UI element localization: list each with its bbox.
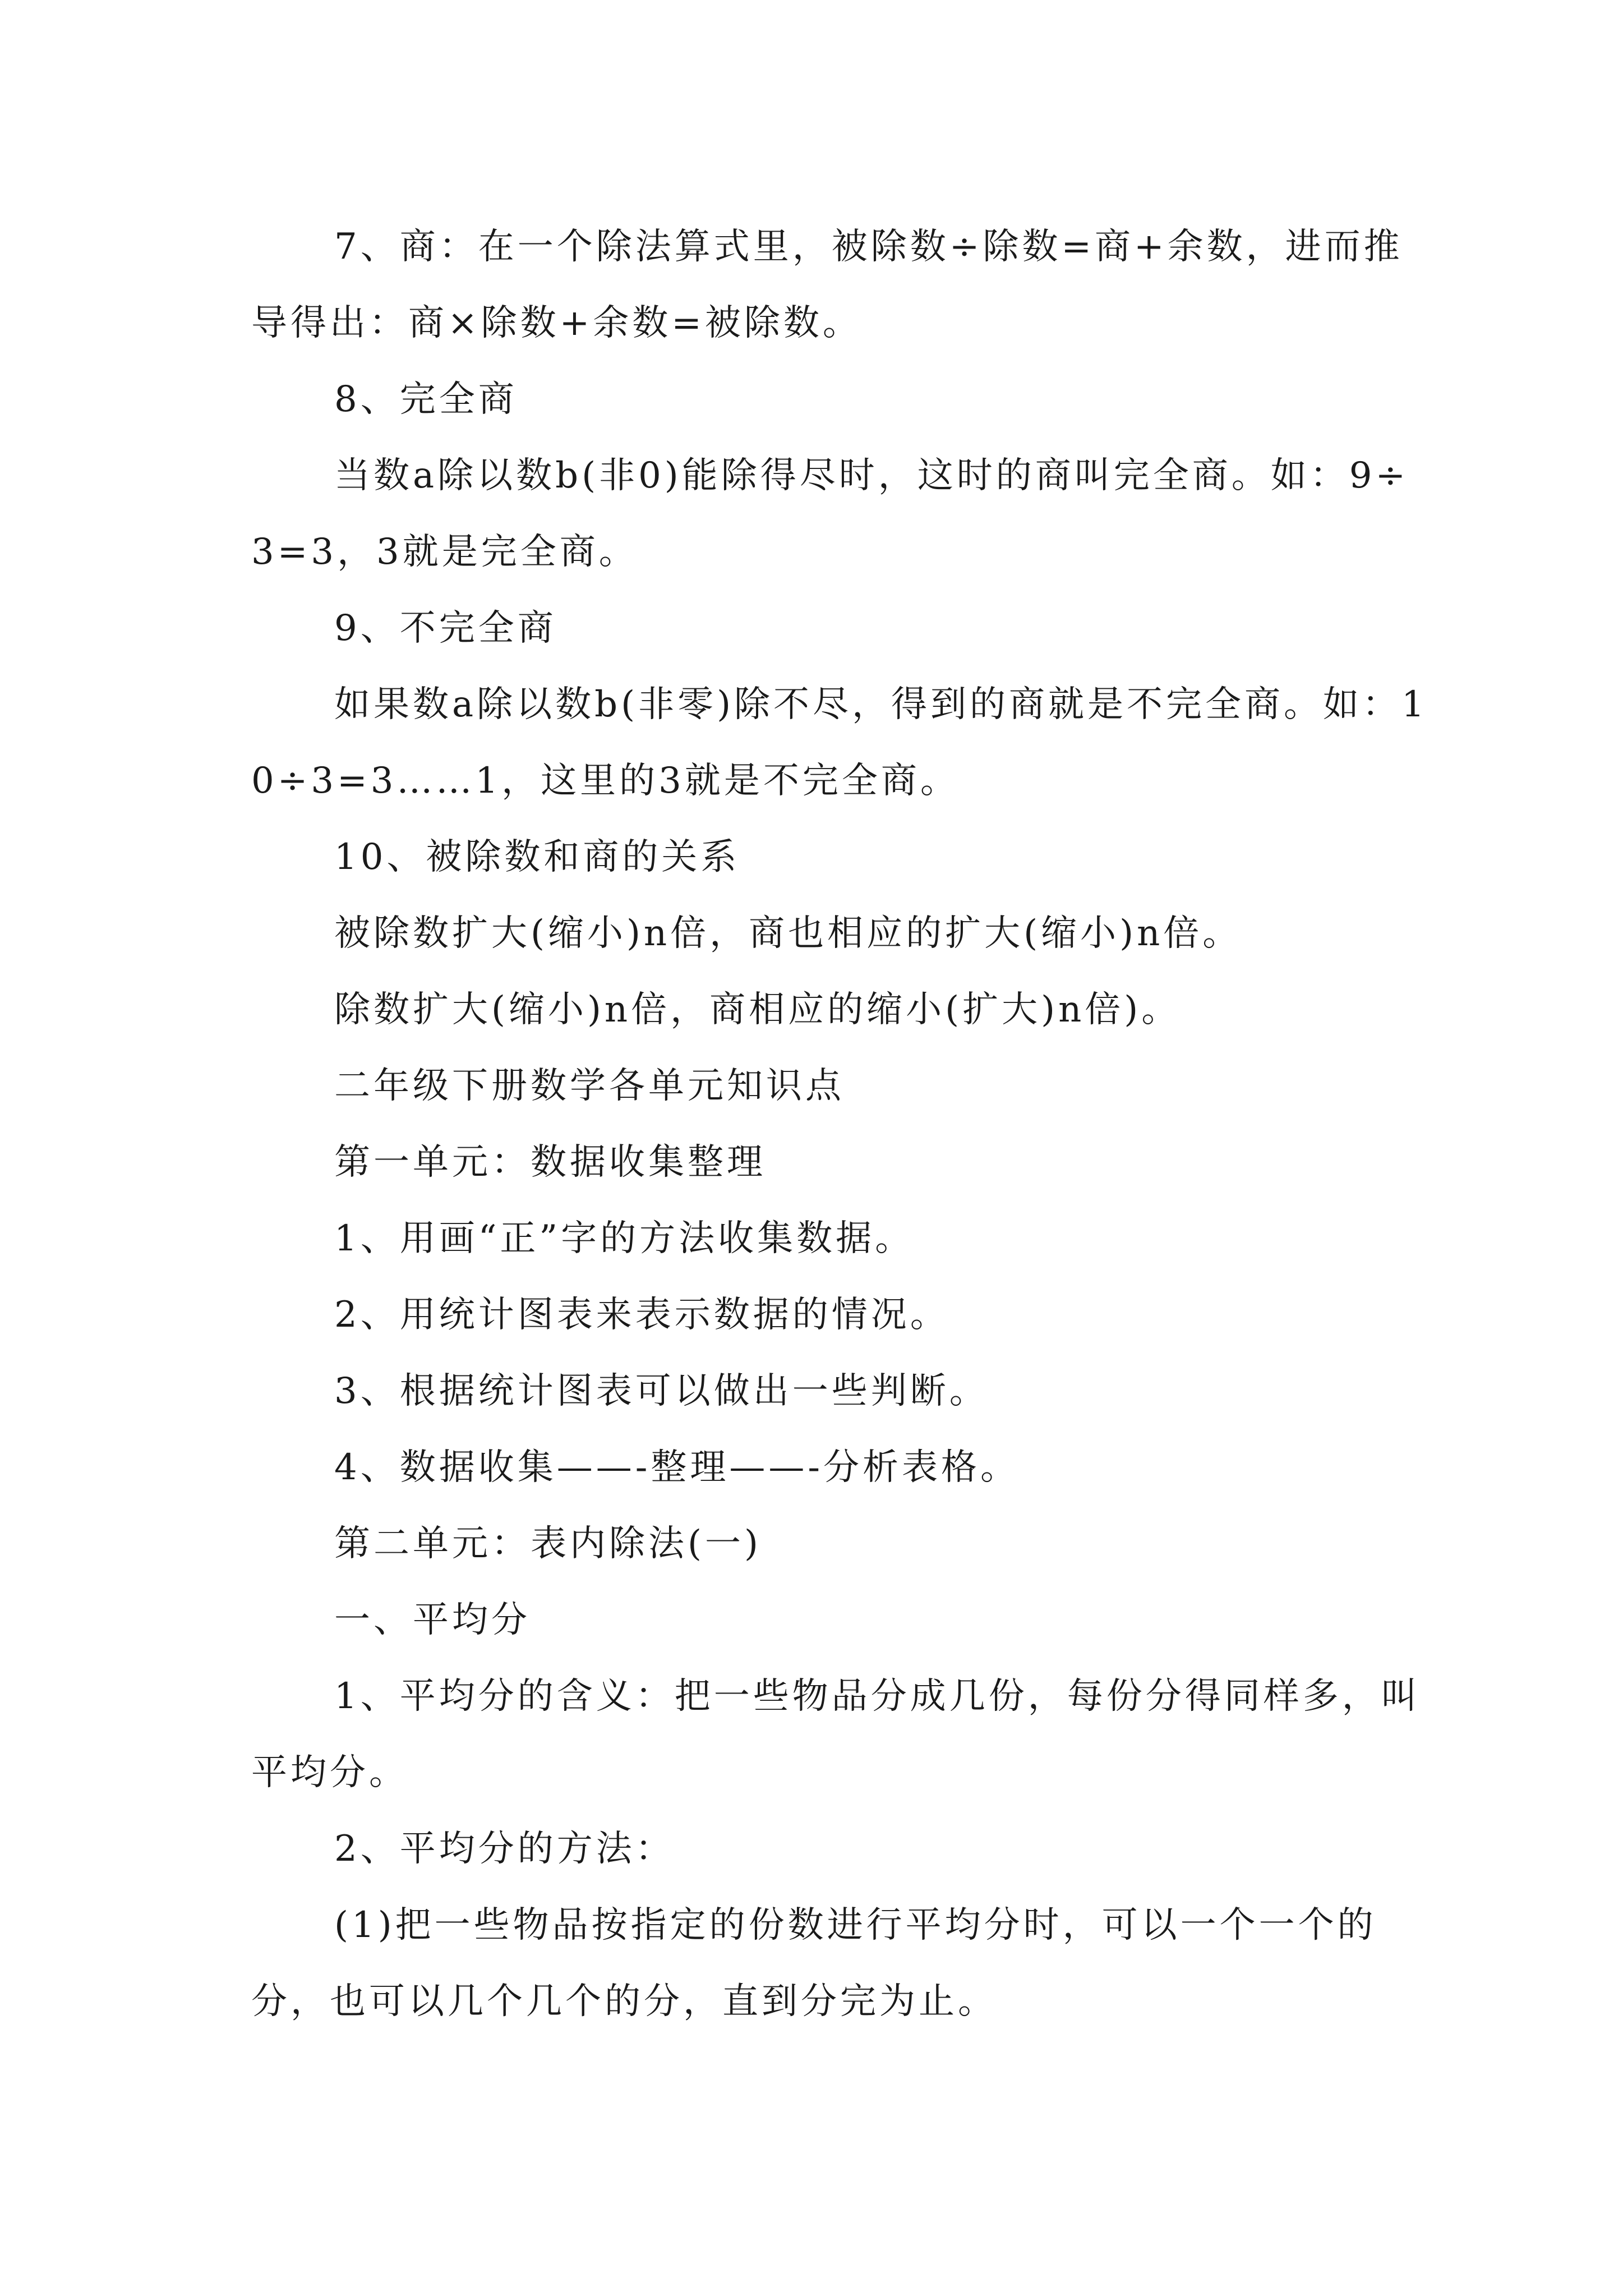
heading-even-division: 一、平均分	[334, 1599, 531, 1641]
paragraph-divisor-scaling: 除数扩大(缩小)n倍，商相应的缩小(扩大)n倍)。	[334, 989, 1181, 1030]
paragraph-even-division-method-1: (1)把一些物品按指定的份数进行平均分时，可以一个一个的分，也可以几个几个的分，直到分完为止。	[251, 1904, 1377, 2022]
heading-unit-2: 第二单元：表内除法(一)	[334, 1523, 762, 1565]
paragraph-quotient-definition: 7、商：在一个除法算式里，被除数÷除数=商+余数，进而推导得出：商×除数+余数=被除数。	[251, 226, 1403, 344]
heading-incomplete-quotient: 9、不完全商	[334, 608, 557, 649]
heading-complete-quotient: 8、完全商	[334, 379, 518, 420]
heading-unit-1: 第一单元：数据收集整理	[334, 1142, 766, 1183]
list-item-unit1-2: 2、用统计图表来表示数据的情况。	[334, 1294, 949, 1336]
list-item-unit1-3: 3、根据统计图表可以做出一些判断。	[334, 1370, 989, 1412]
paragraph-complete-quotient: 当数a除以数b(非0)能除得尽时，这时的商叫完全商。如：9÷3=3，3就是完全商。	[251, 455, 1409, 573]
heading-grade2-units: 二年级下册数学各单元知识点	[334, 1065, 845, 1107]
document-body	[251, 209, 1429, 2040]
list-item-unit1-1: 1、用画“正”字的方法收集数据。	[334, 1218, 915, 1259]
list-item-unit1-4: 4、数据收集——-整理——-分析表格。	[334, 1447, 1020, 1488]
paragraph-incomplete-quotient: 如果数a除以数b(非零)除不尽，得到的商就是不完全商。如：10÷3=3……1，这里的3就是不完全商。	[251, 684, 1428, 802]
paragraph-dividend-scaling: 被除数扩大(缩小)n倍，商也相应的扩大(缩小)n倍。	[334, 913, 1242, 954]
heading-even-division-method: 2、平均分的方法：	[334, 1828, 675, 1870]
heading-dividend-quotient-relation: 10、被除数和商的关系	[334, 836, 740, 878]
paragraph-even-division-meaning: 1、平均分的含义：把一些物品分成几份，每份分得同样多，叫平均分。	[251, 1676, 1421, 1793]
